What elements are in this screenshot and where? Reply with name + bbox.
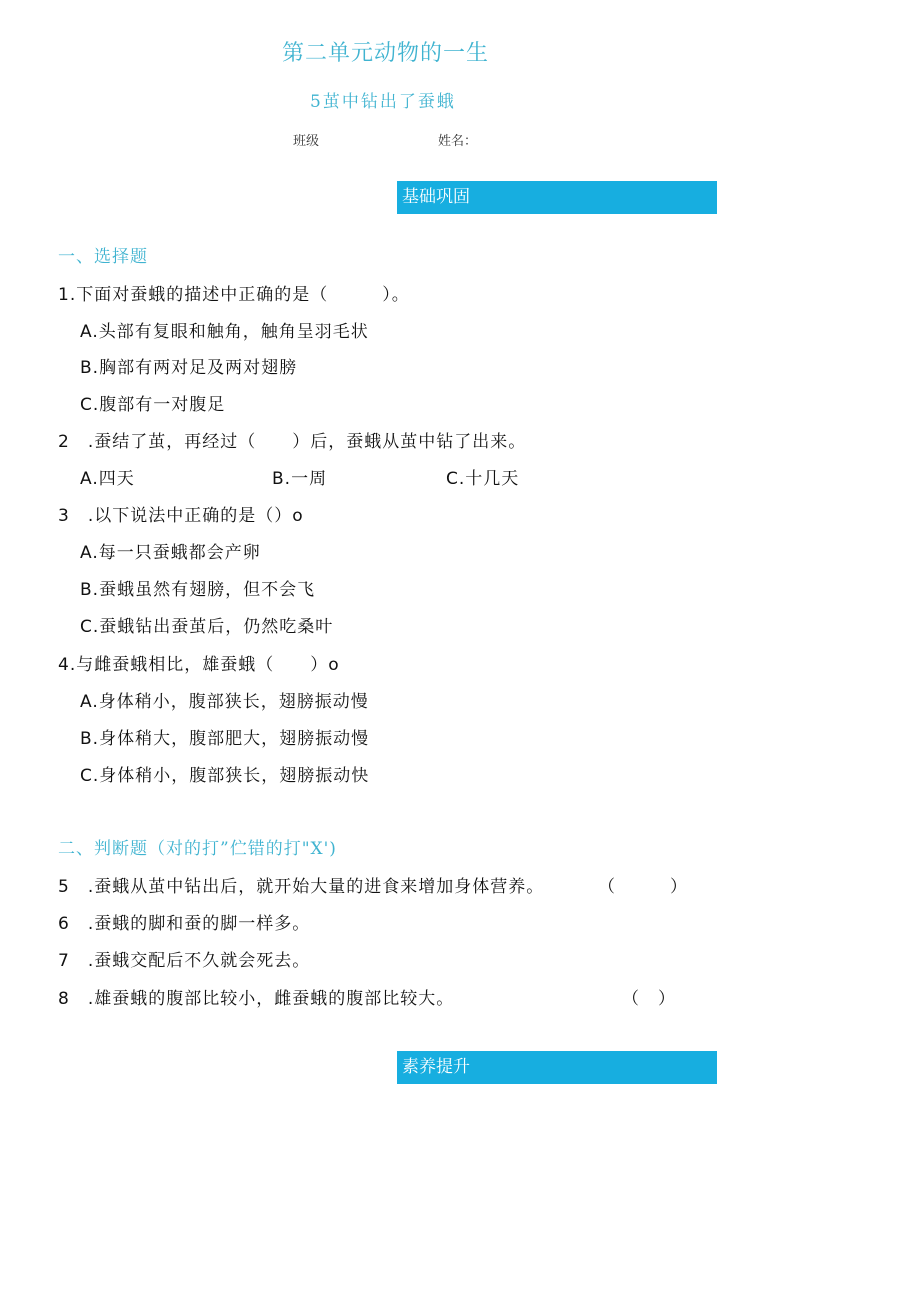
- q2-option-c: C.十几天: [446, 469, 520, 489]
- section-choice-title: 一、选择题: [58, 247, 148, 267]
- q2-option-b: B.一周: [272, 469, 328, 489]
- question-1: 1.下面对蚕蛾的描述中正确的是（ ）。: [58, 285, 410, 305]
- banner-basic: 基础巩固: [397, 181, 717, 214]
- judge-item-6: 6 .蚕蛾的脚和蚕的脚一样多。: [58, 914, 311, 934]
- page-title: 第二单元动物的一生: [282, 41, 490, 66]
- section-judge-title: 二、判断题（对的打”伫错的打"X'): [58, 839, 337, 859]
- q4-option-b: B.身体稍大，腹部肥大，翅膀振动慢: [80, 729, 370, 749]
- q4-option-c: C.身体稍小，腹部狭长，翅膀振动快: [80, 766, 370, 786]
- judge-item-8: 8 .雄蚕蛾的腹部比较小，雌蚕蛾的腹部比较大。: [58, 989, 455, 1009]
- judge-item-5-blank: （ ）: [598, 877, 688, 897]
- question-4: 4.与雌蚕蛾相比，雄蚕蛾（ ）o: [58, 655, 340, 675]
- q3-option-b: B.蚕蛾虽然有翅膀，但不会飞: [80, 580, 316, 600]
- banner-advanced: 素养提升: [397, 1051, 717, 1084]
- q3-option-a: A.每一只蚕蛾都会产卵: [80, 543, 261, 563]
- lesson-title: 5茧中钻出了蚕蛾: [310, 92, 456, 112]
- q1-option-b: B.胸部有两对足及两对翅膀: [80, 358, 298, 378]
- question-2: 2 .蚕结了茧，再经过（ ）后，蚕蛾从茧中钻了出来。: [58, 432, 527, 452]
- class-label: 班级: [293, 134, 320, 149]
- judge-item-7: 7 .蚕蛾交配后不久就会死去。: [58, 951, 311, 971]
- q2-option-a: A.四天: [80, 469, 135, 489]
- judge-item-5: 5 .蚕蛾从茧中钻出后，就开始大量的进食来增加身体营养。: [58, 877, 545, 897]
- name-label: 姓名：: [438, 134, 478, 149]
- question-3: 3 .以下说法中正确的是（）o: [58, 506, 304, 526]
- q3-option-c: C.蚕蛾钻出蚕茧后，仍然吃桑叶: [80, 617, 334, 637]
- q1-option-a: A.头部有复眼和触角，触角呈羽毛状: [80, 322, 369, 342]
- q1-option-c: C.腹部有一对腹足: [80, 395, 226, 415]
- judge-item-8-blank: （ ）: [622, 989, 676, 1009]
- q4-option-a: A.身体稍小，腹部狭长，翅膀振动慢: [80, 692, 369, 712]
